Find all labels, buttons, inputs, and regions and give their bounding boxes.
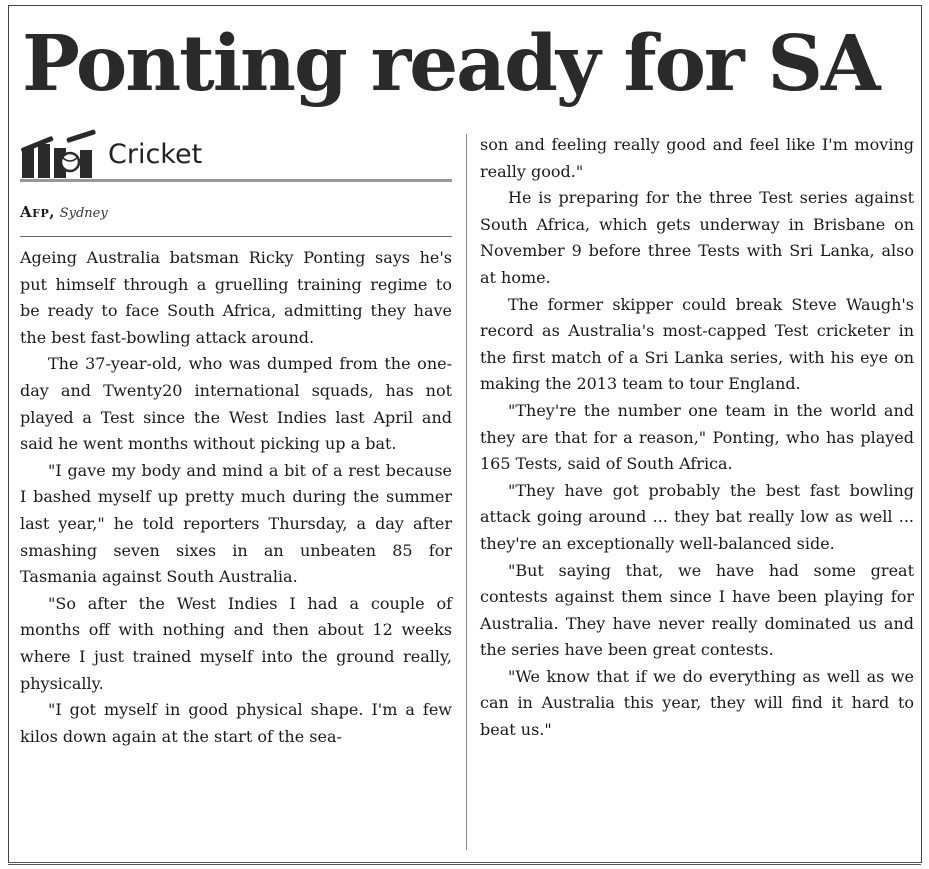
paragraph: The 37-year-old, who was dumped from the one-day and Twenty20 international squads, has not played a Test since the West Indies last April and said he went months without picking up a bat. [20, 354, 452, 454]
paragraph: "But saying that, we have had some great contests against them since I have been playing for Australia. They have never really dominated us and the series have been great contests. [480, 560, 914, 660]
byline [20, 200, 108, 226]
section-rule [20, 179, 452, 182]
paragraph: "So after the West Indies I had a couple of months off with nothing and then about 12 weeks where I just trained myself into the ground really, physically. [20, 593, 452, 693]
section-label: Cricket [108, 139, 203, 170]
section-flag [20, 128, 450, 186]
paragraph: "They're the number one team in the world and they are that for a reason," Ponting, who has played 165 Tests, said of South Africa. [480, 400, 914, 474]
paragraph: "I got myself in good physical shape. I'm a few kilos down again at the start of the sea- [20, 700, 452, 746]
frame-top-border [8, 5, 921, 6]
byline-agency: Afp, [20, 203, 55, 221]
paragraph: The former skipper could break Steve Waugh's record as Australia's most-capped Test cricketer in the first match of a Sri Lanka series, with his eye on making the 2013 team to tour England. [480, 294, 914, 394]
headline: Ponting ready for SA [22, 19, 879, 109]
paragraph: "They have got probably the best fast bowling attack going around ... they bat really low as well ... they're an exceptionally well-balanced side. [480, 480, 914, 553]
paragraph: "I gave my body and mind a bit of a rest because I bashed myself up pretty much during the summer last year," he told reporters Thursday, a day after smashing seven sixes in an unbeaten 85 for Tasmania against South Australia. [20, 460, 452, 587]
paragraph: Ageing Australia batsman Ricky Ponting says he's put himself through a gruelling training regime to be ready to face South Africa, admitting they have the best fast-bowling attack around. [20, 248, 452, 347]
frame-bottom-border [8, 862, 921, 865]
cricket-wickets-ball-icon [20, 128, 104, 180]
paragraph-continuation: son and feeling really good and feel like I'm moving really good." [480, 135, 914, 181]
byline-dateline: Sydney [59, 206, 108, 221]
frame-left-border [8, 5, 9, 863]
paragraph: "We know that if we do everything as well as we can in Australia this year, they will find it hard to beat us." [480, 666, 914, 740]
byline-rule [20, 236, 452, 237]
column-divider [466, 134, 467, 850]
article-column-left [20, 245, 452, 750]
article-column-right [480, 132, 914, 744]
frame-right-border [921, 5, 922, 863]
paragraph: He is preparing for the three Test series against South Africa, which gets underway in Brisbane on November 9 before three Tests with Sri Lanka, also at home. [480, 188, 914, 287]
